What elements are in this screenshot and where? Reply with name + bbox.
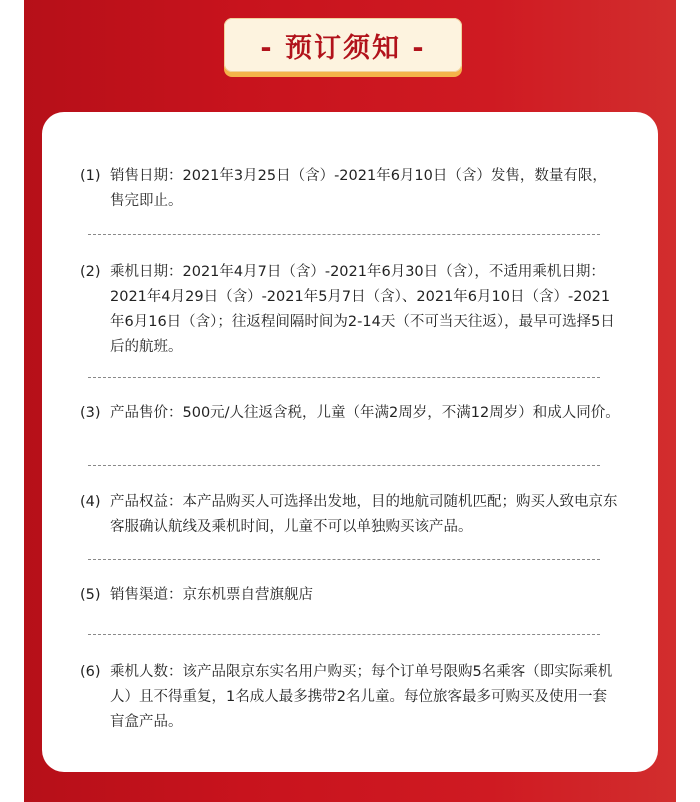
divider — [88, 234, 600, 235]
item-number: (6) — [80, 664, 101, 680]
notice-item-benefits — [80, 490, 620, 540]
page-title: - 预订须知 - — [260, 32, 426, 64]
notice-item-flight-date — [80, 260, 620, 360]
item-text: 乘机人数：该产品限京东实名用户购买；每个订单号限购5名乘客（即实际乘机人）且不得重复，1名成人最多携带2名儿童。每位旅客最多可购买及使用一套盲盒产品。 — [110, 664, 613, 730]
title-badge — [224, 18, 462, 72]
right-margin — [676, 0, 700, 802]
divider — [88, 465, 600, 466]
item-number: (4) — [80, 494, 101, 510]
notice-item-sales-date — [80, 164, 620, 214]
notice-item-price — [80, 401, 620, 426]
item-text: 产品权益：本产品购买人可选择出发地，目的地航司随机匹配；购买人致电京东客服确认航线及乘机时间，儿童不可以单独购买该产品。 — [110, 494, 618, 535]
divider — [88, 559, 600, 560]
divider — [88, 377, 600, 378]
item-text: 销售渠道：京东机票自营旗舰店 — [110, 587, 313, 603]
item-text: 产品售价：500元/人往返含税，儿童（年满2周岁，不满12周岁）和成人同价。 — [110, 405, 620, 421]
item-number: (1) — [80, 168, 101, 184]
item-text: 销售日期：2021年3月25日（含）-2021年6月10日（含）发售，数量有限，售完即止。 — [110, 168, 607, 209]
item-text: 乘机日期：2021年4月7日（含）-2021年6月30日（含），不适用乘机日期：2021年4月29日（含）-2021年5月7日（含）、2021年6月10日（含）-2021年6月16日（含）；往返程间隔时间为2-14天（不可当天往返），最早可选择5日后的航班。 — [110, 264, 615, 355]
notice-item-channel — [80, 583, 620, 608]
left-margin — [0, 0, 24, 802]
notice-card — [42, 112, 658, 772]
item-number: (3) — [80, 405, 101, 421]
notice-item-passengers — [80, 660, 620, 735]
item-number: (5) — [80, 587, 101, 603]
item-number: (2) — [80, 264, 101, 280]
divider — [88, 634, 600, 635]
notice-panel — [24, 0, 676, 802]
